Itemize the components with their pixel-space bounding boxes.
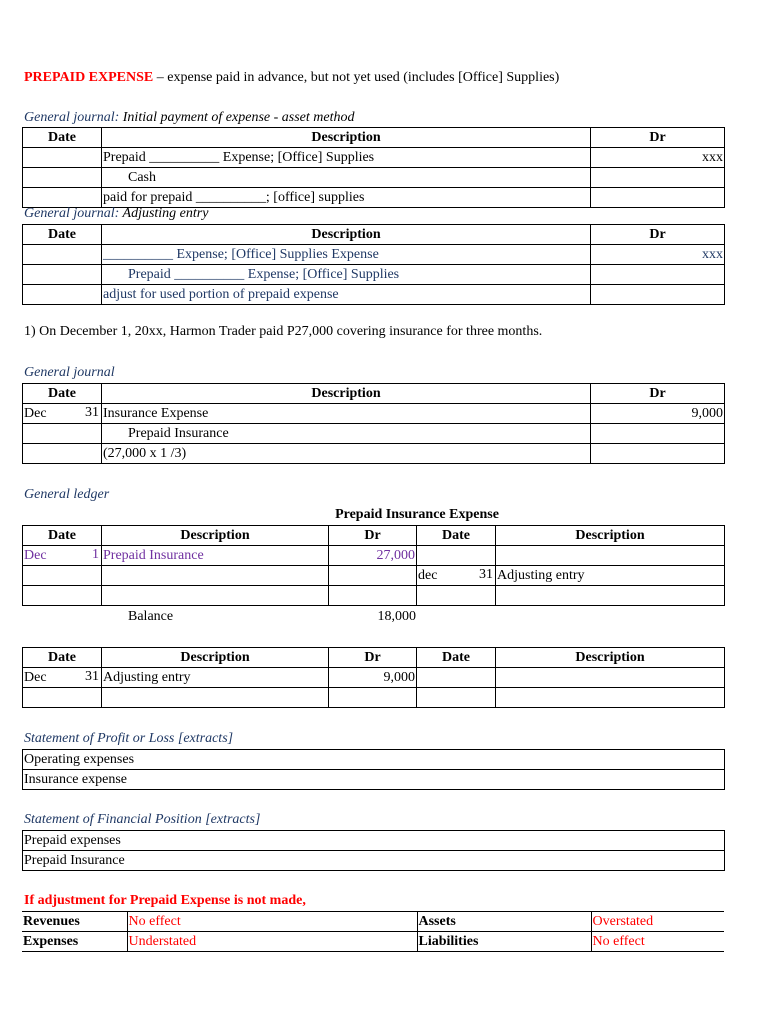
- fp-row: Prepaid expenses: [23, 831, 725, 851]
- journal-dr: 9,000: [591, 404, 725, 424]
- effect-item: Revenues: [22, 912, 127, 932]
- effect-item: Assets: [417, 912, 591, 932]
- table-row: [23, 851, 725, 871]
- journal3-table: [22, 383, 725, 464]
- ledger-balance-label: Balance: [128, 609, 174, 624]
- table-header-row: [23, 128, 725, 148]
- date-day: 31: [85, 405, 99, 420]
- pl-table: [22, 749, 725, 790]
- header-date: Date: [23, 648, 102, 668]
- journal2-caption: [24, 204, 208, 224]
- table-header-row: [23, 526, 725, 546]
- table-row: [22, 932, 724, 952]
- journal2-label: General journal:: [24, 206, 120, 221]
- journal-desc: Cash: [102, 168, 591, 188]
- journal-desc: Prepaid Insurance: [102, 424, 591, 444]
- fp-label: Statement of Financial Position [extracts]: [24, 812, 261, 827]
- ledger-date: [23, 668, 102, 688]
- effect-value: Overstated: [591, 912, 724, 932]
- header-date: Date: [23, 225, 102, 245]
- ledger-date: [23, 546, 102, 566]
- fp-table: [22, 830, 725, 871]
- header-dr: Dr: [329, 648, 417, 668]
- fp-row: Prepaid Insurance: [23, 851, 725, 871]
- journal-date: [23, 404, 102, 424]
- table-row: [23, 265, 725, 285]
- header-description: Description: [496, 526, 725, 546]
- journal-desc: Insurance Expense: [102, 404, 591, 424]
- journal-desc: Prepaid __________ Expense; [Office] Supplies: [102, 148, 591, 168]
- pl-row: Operating expenses: [23, 750, 725, 770]
- ledger-balance-value: 18,000: [377, 609, 416, 624]
- header-date: Date: [23, 128, 102, 148]
- effect-item: Expenses: [22, 932, 127, 952]
- ledger-dr: 9,000: [329, 668, 417, 688]
- table-row: [22, 912, 724, 932]
- ledger2-table: [22, 647, 725, 708]
- table-row: [23, 770, 725, 790]
- header-dr: Dr: [591, 225, 725, 245]
- header-date: Date: [23, 526, 102, 546]
- journal1-table: [22, 127, 725, 208]
- pl-label: Statement of Profit or Loss [extracts]: [24, 731, 234, 746]
- ledger-cr-desc: Adjusting entry: [496, 566, 725, 586]
- date-month: Dec: [24, 669, 47, 685]
- table-row: [23, 566, 725, 586]
- date-day: 31: [85, 669, 99, 684]
- table-row: [23, 148, 725, 168]
- header-date: Date: [417, 648, 496, 668]
- table-header-row: [23, 225, 725, 245]
- table-row: [23, 245, 725, 265]
- journal-desc: __________ Expense; [Office] Supplies Expense: [102, 245, 591, 265]
- effect-table: [22, 911, 724, 952]
- table-row: [23, 688, 725, 708]
- ledger-cr-date: [417, 566, 496, 586]
- header-dr: Dr: [591, 128, 725, 148]
- date-month: Dec: [24, 547, 47, 563]
- header-description: Description: [102, 648, 329, 668]
- effect-value: Understated: [127, 932, 417, 952]
- ledger-table: [22, 525, 725, 606]
- ledger-account-title: Prepaid Insurance Expense: [335, 507, 499, 522]
- date-month: Dec: [24, 405, 47, 421]
- header-description: Description: [102, 384, 591, 404]
- ledger-desc: Adjusting entry: [102, 668, 329, 688]
- header-date: Date: [23, 384, 102, 404]
- journal-dr: xxx: [591, 148, 725, 168]
- date-day: 1: [92, 547, 99, 562]
- table-row: [23, 285, 725, 305]
- prepaid-expense-term: PREPAID EXPENSE: [24, 70, 154, 85]
- header-dr: Dr: [591, 384, 725, 404]
- table-row: [23, 444, 725, 464]
- table-row: [23, 424, 725, 444]
- journal-dr: xxx: [591, 245, 725, 265]
- ledger-dr: 27,000: [329, 546, 417, 566]
- journal1-caption: [24, 108, 354, 128]
- effect-item: Liabilities: [417, 932, 591, 952]
- effect-heading: If adjustment for Prepaid Expense is not made,: [24, 893, 306, 908]
- ledger-desc: Prepaid Insurance: [102, 546, 329, 566]
- journal1-label: General journal:: [24, 110, 120, 125]
- table-row: [23, 750, 725, 770]
- table-row: [23, 404, 725, 424]
- prepaid-expense-definition: – expense paid in advance, but not yet used (includes [Office] Supplies): [153, 70, 560, 85]
- header-description: Description: [102, 225, 591, 245]
- journal-desc: adjust for used portion of prepaid expense: [102, 285, 591, 305]
- journal2-table: [22, 224, 725, 305]
- pl-row: Insurance expense: [23, 770, 725, 790]
- problem-statement: 1) On December 1, 20xx, Harmon Trader paid P27,000 covering insurance for three months.: [24, 324, 543, 339]
- journal-desc: Prepaid __________ Expense; [Office] Supplies: [102, 265, 591, 285]
- header-description: Description: [102, 128, 591, 148]
- header-description: Description: [102, 526, 329, 546]
- header-date: Date: [417, 526, 496, 546]
- table-row: [23, 831, 725, 851]
- header-description: Description: [496, 648, 725, 668]
- effect-value: No effect: [127, 912, 417, 932]
- journal2-subtitle: Adjusting entry: [119, 206, 209, 221]
- effect-value: No effect: [591, 932, 724, 952]
- table-row: [23, 668, 725, 688]
- journal1-subtitle: Initial payment of expense - asset method: [119, 110, 355, 125]
- table-header-row: [23, 648, 725, 668]
- date-day: 31: [479, 567, 493, 582]
- journal-desc: paid for prepaid __________; [office] supplies: [102, 188, 591, 208]
- table-row: [23, 586, 725, 606]
- ledger-label: General ledger: [24, 487, 110, 502]
- header-dr: Dr: [329, 526, 417, 546]
- journal3-label: General journal: [24, 365, 115, 380]
- table-row: [23, 168, 725, 188]
- date-month: dec: [418, 567, 438, 583]
- journal-desc: (27,000 x 1 /3): [102, 444, 591, 464]
- table-header-row: [23, 384, 725, 404]
- table-row: [23, 546, 725, 566]
- intro-line: [24, 68, 559, 88]
